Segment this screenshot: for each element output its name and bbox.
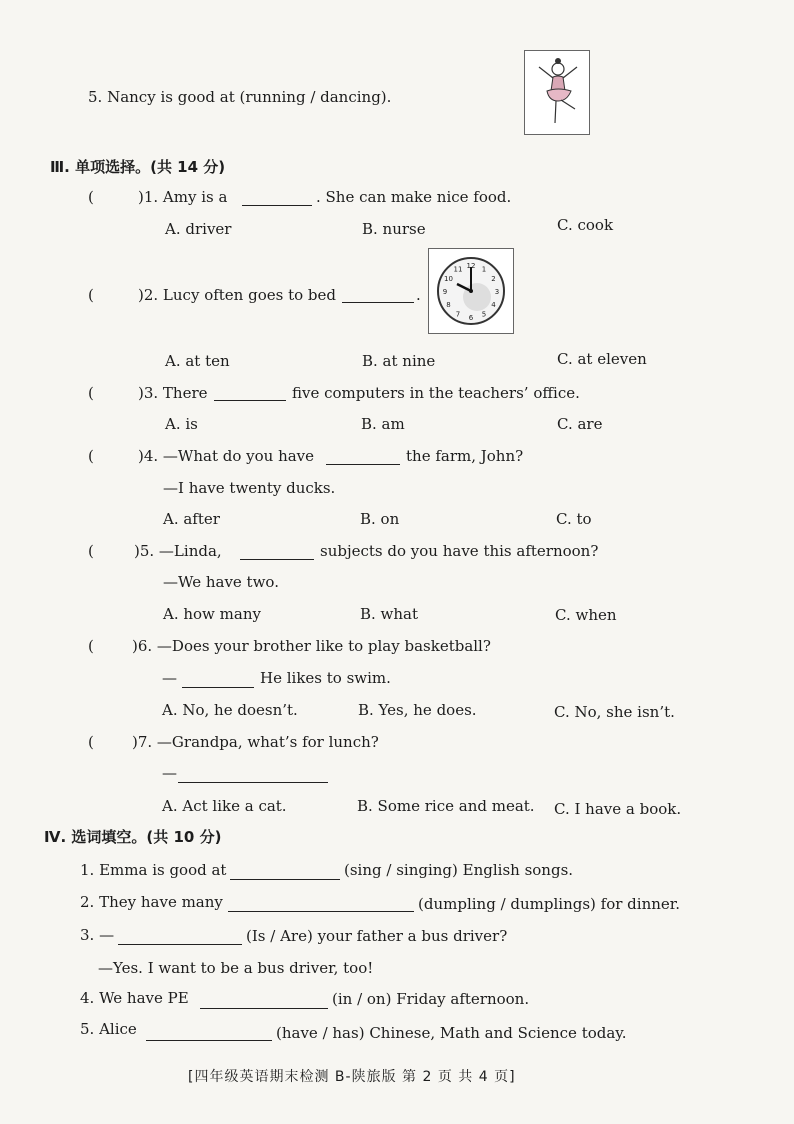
q4-paren: ( bbox=[88, 447, 94, 465]
q6-option-c[interactable]: C. No, she isn’t. bbox=[554, 703, 675, 721]
fill-1-start: 1. Emma is good at bbox=[80, 861, 227, 879]
fill-3-blank[interactable] bbox=[118, 944, 242, 945]
item-5-nancy: 5. Nancy is good at (running / dancing). bbox=[88, 88, 392, 106]
q1-stem: )1. Amy is a bbox=[138, 188, 228, 206]
clock-numeral: 1 bbox=[481, 265, 487, 274]
fill-2-blank[interactable] bbox=[228, 911, 414, 912]
q7-option-a[interactable]: A. Act like a cat. bbox=[162, 797, 287, 815]
q5-stem: )5. —Linda, bbox=[134, 542, 222, 560]
q6-option-b[interactable]: B. Yes, he does. bbox=[358, 701, 477, 719]
q5-option-a[interactable]: A. how many bbox=[163, 605, 261, 623]
q5-blank[interactable] bbox=[240, 559, 314, 560]
clock-numeral: 2 bbox=[491, 275, 496, 283]
fill-3-end: (Is / Are) your father a bus driver? bbox=[246, 927, 508, 945]
clock-numeral: 4 bbox=[491, 301, 496, 309]
q5-stem-end: subjects do you have this afternoon? bbox=[320, 542, 599, 560]
q1-stem-end: . She can make nice food. bbox=[316, 188, 512, 206]
q6-blank[interactable] bbox=[182, 687, 254, 688]
clock-numeral: 5 bbox=[481, 310, 487, 319]
q5-option-c[interactable]: C. when bbox=[555, 606, 617, 624]
q1-option-c[interactable]: C. cook bbox=[557, 216, 614, 234]
q5-reply: —We have two. bbox=[163, 573, 279, 591]
q7-reply-dash: — bbox=[162, 764, 177, 782]
section-4-title: Ⅳ. 选词填空。(共 10 分) bbox=[44, 828, 222, 846]
q2-blank[interactable] bbox=[342, 302, 414, 303]
clock-numeral: 7 bbox=[455, 310, 461, 319]
q4-stem-end: the farm, John? bbox=[406, 447, 524, 465]
q7-option-b[interactable]: B. Some rice and meat. bbox=[357, 797, 535, 815]
q3-blank[interactable] bbox=[214, 400, 286, 401]
fill-2-end: (dumpling / dumplings) for dinner. bbox=[418, 895, 681, 913]
q6-stem: )6. —Does your brother like to play basketball? bbox=[132, 637, 491, 655]
clock-numeral: 9 bbox=[442, 288, 448, 296]
q3-stem-end: five computers in the teachers’ office. bbox=[292, 384, 580, 402]
q7-blank[interactable] bbox=[178, 782, 328, 783]
ballerina-icon bbox=[525, 51, 589, 134]
section-3-title: Ⅲ. 单项选择。(共 14 分) bbox=[50, 158, 226, 176]
fill-3-reply: —Yes. I want to be a bus driver, too! bbox=[98, 959, 374, 977]
fill-5-end: (have / has) Chinese, Math and Science today. bbox=[276, 1024, 627, 1042]
fill-3-start: 3. — bbox=[80, 926, 115, 944]
dancer-image bbox=[524, 50, 590, 135]
q2-option-c[interactable]: C. at eleven bbox=[557, 350, 647, 368]
fill-1-end: (sing / singing) English songs. bbox=[344, 861, 574, 879]
clock-numeral: 10 bbox=[444, 275, 453, 283]
q3-stem: )3. There bbox=[138, 384, 208, 402]
page-footer: [四年级英语期末检测 B-陕旅版 第 2 页 共 4 页] bbox=[188, 1069, 516, 1085]
q2-stem: )2. Lucy often goes to bed bbox=[138, 286, 336, 304]
q4-option-c[interactable]: C. to bbox=[556, 510, 592, 528]
fill-1-blank[interactable] bbox=[230, 879, 340, 880]
q4-option-b[interactable]: B. on bbox=[360, 510, 400, 528]
clock-icon bbox=[429, 249, 513, 333]
q3-option-b[interactable]: B. am bbox=[361, 415, 405, 433]
q6-paren: ( bbox=[88, 637, 94, 655]
q4-option-a[interactable]: A. after bbox=[163, 510, 220, 528]
q4-blank[interactable] bbox=[326, 464, 400, 465]
fill-5-blank[interactable] bbox=[146, 1040, 272, 1041]
q5-paren: ( bbox=[88, 542, 94, 560]
q1-option-a[interactable]: A. driver bbox=[165, 220, 232, 238]
q3-option-a[interactable]: A. is bbox=[165, 415, 198, 433]
q3-paren: ( bbox=[88, 384, 94, 402]
q2-stem-end: . bbox=[416, 286, 421, 304]
q6-option-a[interactable]: A. No, he doesn’t. bbox=[162, 701, 298, 719]
q4-stem: )4. —What do you have bbox=[138, 447, 315, 465]
fill-4-start: 4. We have PE bbox=[80, 989, 189, 1007]
fill-2-start: 2. They have many bbox=[80, 893, 223, 911]
q2-paren: ( bbox=[88, 286, 94, 304]
clock-image bbox=[428, 248, 514, 334]
q7-paren: ( bbox=[88, 733, 94, 751]
clock-numeral: 12 bbox=[466, 262, 476, 270]
q1-option-b[interactable]: B. nurse bbox=[362, 220, 426, 238]
q7-stem: )7. —Grandpa, what’s for lunch? bbox=[132, 733, 379, 751]
fill-4-end: (in / on) Friday afternoon. bbox=[332, 990, 530, 1008]
q2-option-a[interactable]: A. at ten bbox=[165, 352, 230, 370]
q1-blank[interactable] bbox=[242, 205, 312, 206]
q5-option-b[interactable]: B. what bbox=[360, 605, 419, 623]
fill-5-start: 5. Alice bbox=[80, 1020, 137, 1038]
q7-option-c[interactable]: C. I have a book. bbox=[554, 800, 682, 818]
clock-numeral: 3 bbox=[494, 288, 500, 296]
q4-reply: —I have twenty ducks. bbox=[163, 479, 336, 497]
clock-numeral: 6 bbox=[468, 314, 474, 322]
q2-option-b[interactable]: B. at nine bbox=[362, 352, 436, 370]
fill-4-blank[interactable] bbox=[200, 1008, 328, 1009]
q6-reply: He likes to swim. bbox=[260, 669, 391, 687]
clock-numeral: 8 bbox=[446, 301, 451, 309]
q1-paren: ( bbox=[88, 188, 94, 206]
q6-reply-dash: — bbox=[162, 669, 177, 687]
clock-numeral: 11 bbox=[453, 265, 463, 274]
q3-option-c[interactable]: C. are bbox=[557, 415, 603, 433]
